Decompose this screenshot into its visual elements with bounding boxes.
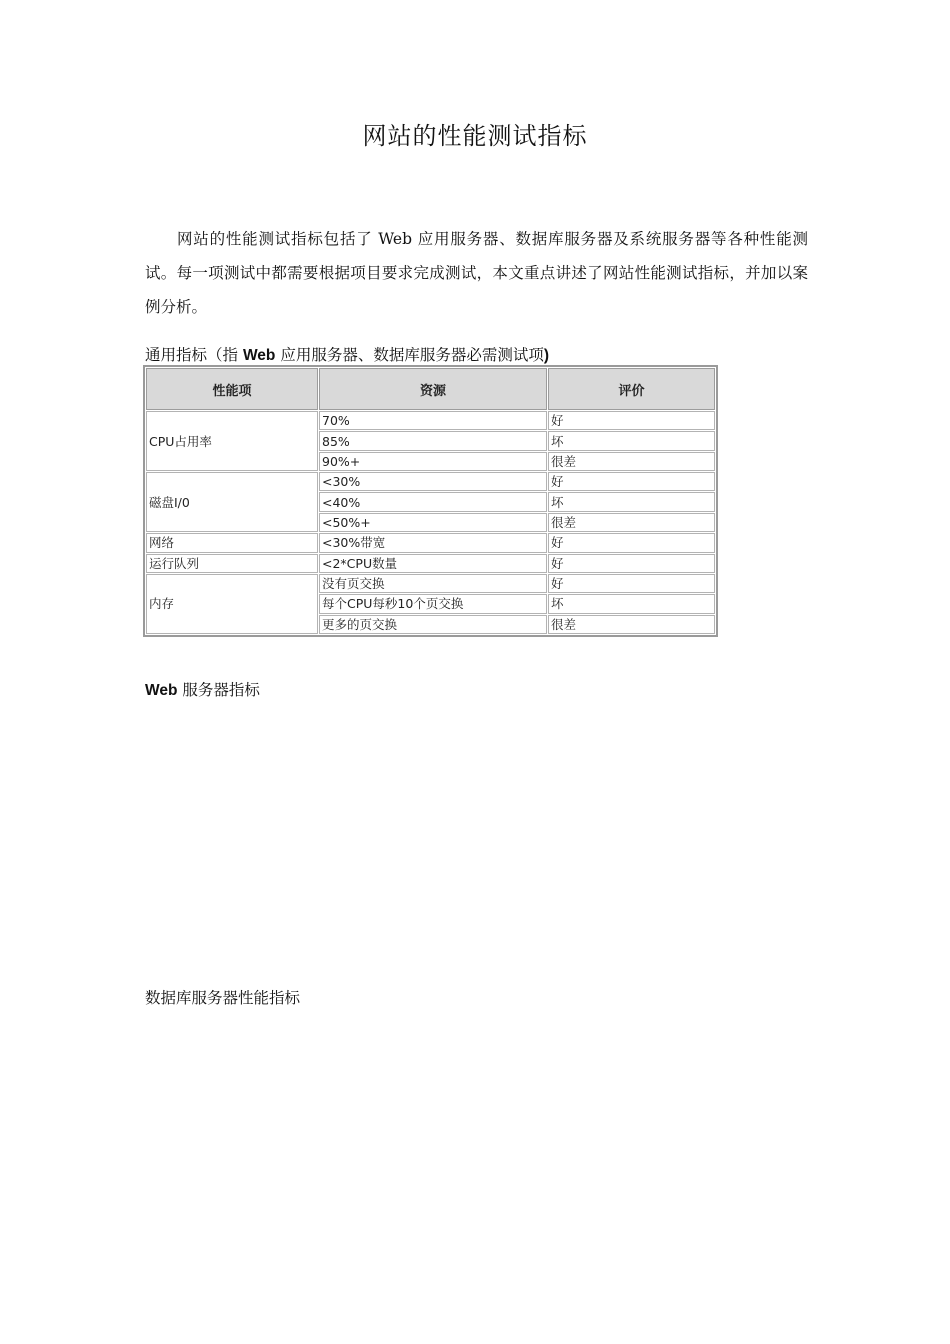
resource-cell: <2*CPU数量 [319,554,547,573]
table-row [146,411,715,430]
resource-cell: 70% [319,411,547,430]
resource-cell: <40% [319,492,547,511]
section-label-general-close: ) [543,347,549,364]
section-label-web [145,678,260,700]
section-label-general-prefix: 通用指标（指 [145,346,243,364]
resource-cell: <30% [319,472,547,491]
section-label-general [145,343,549,365]
rating-cell: 好 [548,533,715,552]
item-cell: 运行队列 [146,554,318,573]
section-label-web-bold: Web [145,682,178,699]
section-label-general-bold: Web [242,347,276,364]
header-resource: 资源 [319,368,547,410]
resource-cell: 85% [319,431,547,450]
document-title: 网站的性能测试指标 [362,122,588,150]
item-cell: CPU占用率 [146,411,318,471]
rating-cell: 很差 [548,452,715,471]
section-label-general-suffix: 应用服务器、数据库服务器必需测试项 [275,346,544,364]
metrics-table-frame [143,365,718,637]
rating-cell: 很差 [548,615,715,634]
intro-paragraph: 网站的性能测试指标包括了 Web 应用服务器、数据库服务器及系统服务器等各种性能测试。每一项测试中都需要根据项目要求完成测试，本文重点讲述了网站性能测试指标，并加以案例分析。 [145,230,808,316]
rating-cell: 好 [548,472,715,491]
rating-cell: 很差 [548,513,715,532]
rating-cell: 好 [548,554,715,573]
resource-cell: 没有页交换 [319,574,547,593]
item-cell: 磁盘I/0 [146,472,318,532]
resource-cell: <50%+ [319,513,547,532]
header-rating: 评价 [548,368,715,410]
metrics-table [145,367,716,635]
table-row [146,574,715,593]
resource-cell: 更多的页交换 [319,615,547,634]
item-cell: 网络 [146,533,318,552]
resource-cell: 每个CPU每秒10个页交换 [319,594,547,613]
rating-cell: 坏 [548,492,715,511]
resource-cell: <30%带宽 [319,533,547,552]
table-row [146,472,715,491]
section-label-web-suffix: 服务器指标 [177,681,260,699]
rating-cell: 坏 [548,594,715,613]
rating-cell: 好 [548,574,715,593]
table-row [146,554,715,573]
item-cell: 内存 [146,574,318,634]
resource-cell: 90%+ [319,452,547,471]
table-row [146,533,715,552]
header-item: 性能项 [146,368,318,410]
rating-cell: 好 [548,411,715,430]
table-header-row [146,368,715,410]
section-label-database: 数据库服务器性能指标 [145,989,301,1007]
rating-cell: 坏 [548,431,715,450]
